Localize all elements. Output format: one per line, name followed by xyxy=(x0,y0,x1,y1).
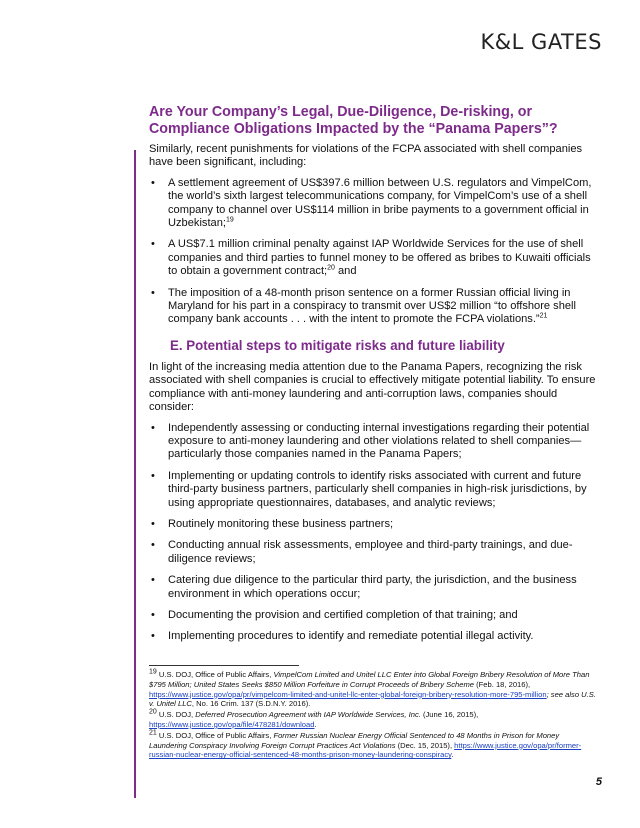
list-item: • Documenting the provision and certified completion of that training; and xyxy=(151,608,518,621)
footnote-ref[interactable]: 20 xyxy=(327,264,335,272)
footnote-20: $^{20}$ U.S. DOJ, Deferred Prosecution Agreement with IAP Worldwide Services, Inc. (June 16, 2015), https://www.justice.gov/opa/file/478281/download. xyxy=(149,708,479,729)
subsection-heading: E. Potential steps to mitigate risks and future liability xyxy=(170,336,505,353)
mitigation-intro: In light of the increasing media attention due to the Panama Papers, recognizing the risk associated with shell companies is crucial to effectively mitigate potential liability. To ensure compliance with anti-money laundering and anti-corruption laws, companies should consider: xyxy=(149,360,596,414)
footnote-title: VimpelCom Limited and Unitel LLC Enter into Global Foreign Bribery Resolution of More Than $795 Million; United States Seeks $850 Million Forfeiture in Corrupt Proceeds of Bribery Scheme xyxy=(149,670,590,689)
bullet-icon: • xyxy=(151,574,155,587)
bullet-icon: • xyxy=(151,421,155,434)
firm-logo: K&L GATES xyxy=(480,30,602,54)
bullet-icon: • xyxy=(151,238,155,251)
bullet-icon: • xyxy=(151,469,155,482)
footnote-link[interactable]: https://www.justice.gov/opa/pr/former-russian-nuclear-energy-official-sentenced-48-months-prison-money-laundering-conspiracy xyxy=(149,740,582,760)
footnotes xyxy=(149,670,599,761)
footnote-link[interactable]: https://www.justice.gov/opa/pr/vimpelcom-limited-and-unitel-llc-enter-global-foreign-bribery-resolution-more-795-million xyxy=(149,689,547,699)
intro-paragraph: Similarly, recent punishments for violations of the FCPA associated with shell companies have been significant, including: xyxy=(149,143,583,169)
footnote-title: Former Russian Nuclear Energy Official Sentenced to 48 Months in Prison for Money Laundering Conspiracy Involving Foreign Corrupt Practices Act Violations xyxy=(149,730,560,750)
list-item: • Catering due diligence to the particular third party, the jurisdiction, and the business environment in which operations occur; xyxy=(151,574,577,600)
list-item: • Independently assessing or conducting internal investigations regarding their potential exposure to anti-money laundering and other violations related to shell companies—particularly those companies named in the Panama Papers; xyxy=(151,421,590,461)
list-item: • The imposition of a 48-month prison sentence on a former Russian official living in Maryland for his part in a conspiracy to transmit over US$2 million “to offshore shell company bank accounts . . . with the intent to promote the FCPA violations.”$^{21}$ xyxy=(151,286,576,326)
list-item: • Conducting annual risk assessments, employee and third-party trainings, and due-diligence reviews; xyxy=(151,539,573,565)
footnote-title: Deferred Prosecution Agreement with IAP Worldwide Services, Inc. xyxy=(195,710,421,720)
page-number: 5 xyxy=(595,776,602,788)
list-item: • Implementing procedures to identify and remediate potential illegal activity. xyxy=(151,630,534,643)
section-heading: Are Your Company’s Legal, Due-Diligence, De-risking, or Compliance Obligations Impacted by the “Panama Papers”? xyxy=(149,103,558,137)
footnote-ref[interactable]: 21 xyxy=(539,312,548,320)
list-item: • A US$7.1 million criminal penalty against IAP Worldwide Services for the use of shell companies and third parties to funnel money to be offered as bribes to Kuwaiti officials to obtain a government contract;$^{20}$ and xyxy=(151,238,591,278)
footnote-21: $^{21}$ U.S. DOJ, Office of Public Affairs, Former Russian Nuclear Energy Official Sentenced to 48 Months in Prison for Money Laundering Conspiracy Involving Foreign Corrupt Practices Act Violations (Dec. 15, 2015), https://www.justice.gov/opa/pr/former-russian-nuclear-energy-official-sentenced-48-months-prison-money-laundering-conspiracy. xyxy=(149,729,582,760)
bullet-icon: • xyxy=(151,630,155,643)
bullet-icon: • xyxy=(151,176,155,189)
bullet-icon: • xyxy=(151,517,155,530)
footnote-link[interactable]: https://www.justice.gov/opa/file/478281/download xyxy=(149,719,315,729)
footnote-ref[interactable]: 19 xyxy=(225,216,234,224)
bullet-icon: • xyxy=(151,539,155,552)
main-content xyxy=(149,103,601,652)
footnote-19: $^{19}$ U.S. DOJ, Office of Public Affairs, VimpelCom Limited and Unitel LLC Enter into Global Foreign Bribery Resolution of More Than $795 Million; United States Seeks $850 Million Forfeiture in Corrupt Proceeds of Bribery Scheme (Feb. 18, 2016), https://www.justice.gov/opa/pr/vimpelcom-limited-and-unitel-llc-enter-global-foreign-bribery-resolution-more-795-million; see also U.S. v. Unitel LLC, No. 16 Crim. 137 (S.D.N.Y. 2016). xyxy=(149,668,596,709)
bullet-icon: • xyxy=(151,608,155,621)
list-item: • A settlement agreement of US$397.6 million between U.S. regulators and VimpelCom, the world’s sixth largest telecommunications company, for VimpelCom’s use of a shell company to channel over US$114 million in bribe payments to a government official in Uzbekistan;$^{19}$ xyxy=(151,176,592,230)
list-item: • Implementing or updating controls to identify risks associated with current and future third-party business partners, particularly shell companies in high-risk jurisdictions, by using appropriate questionnaires, databases, and analytic reviews; xyxy=(151,469,587,509)
bullet-icon: • xyxy=(151,286,155,299)
accent-sidebar-rule xyxy=(134,150,136,798)
list-item: • Routinely monitoring these business partners; xyxy=(151,517,394,530)
examples-list xyxy=(149,177,601,327)
steps-list xyxy=(149,422,601,644)
footnote-divider xyxy=(149,665,299,666)
